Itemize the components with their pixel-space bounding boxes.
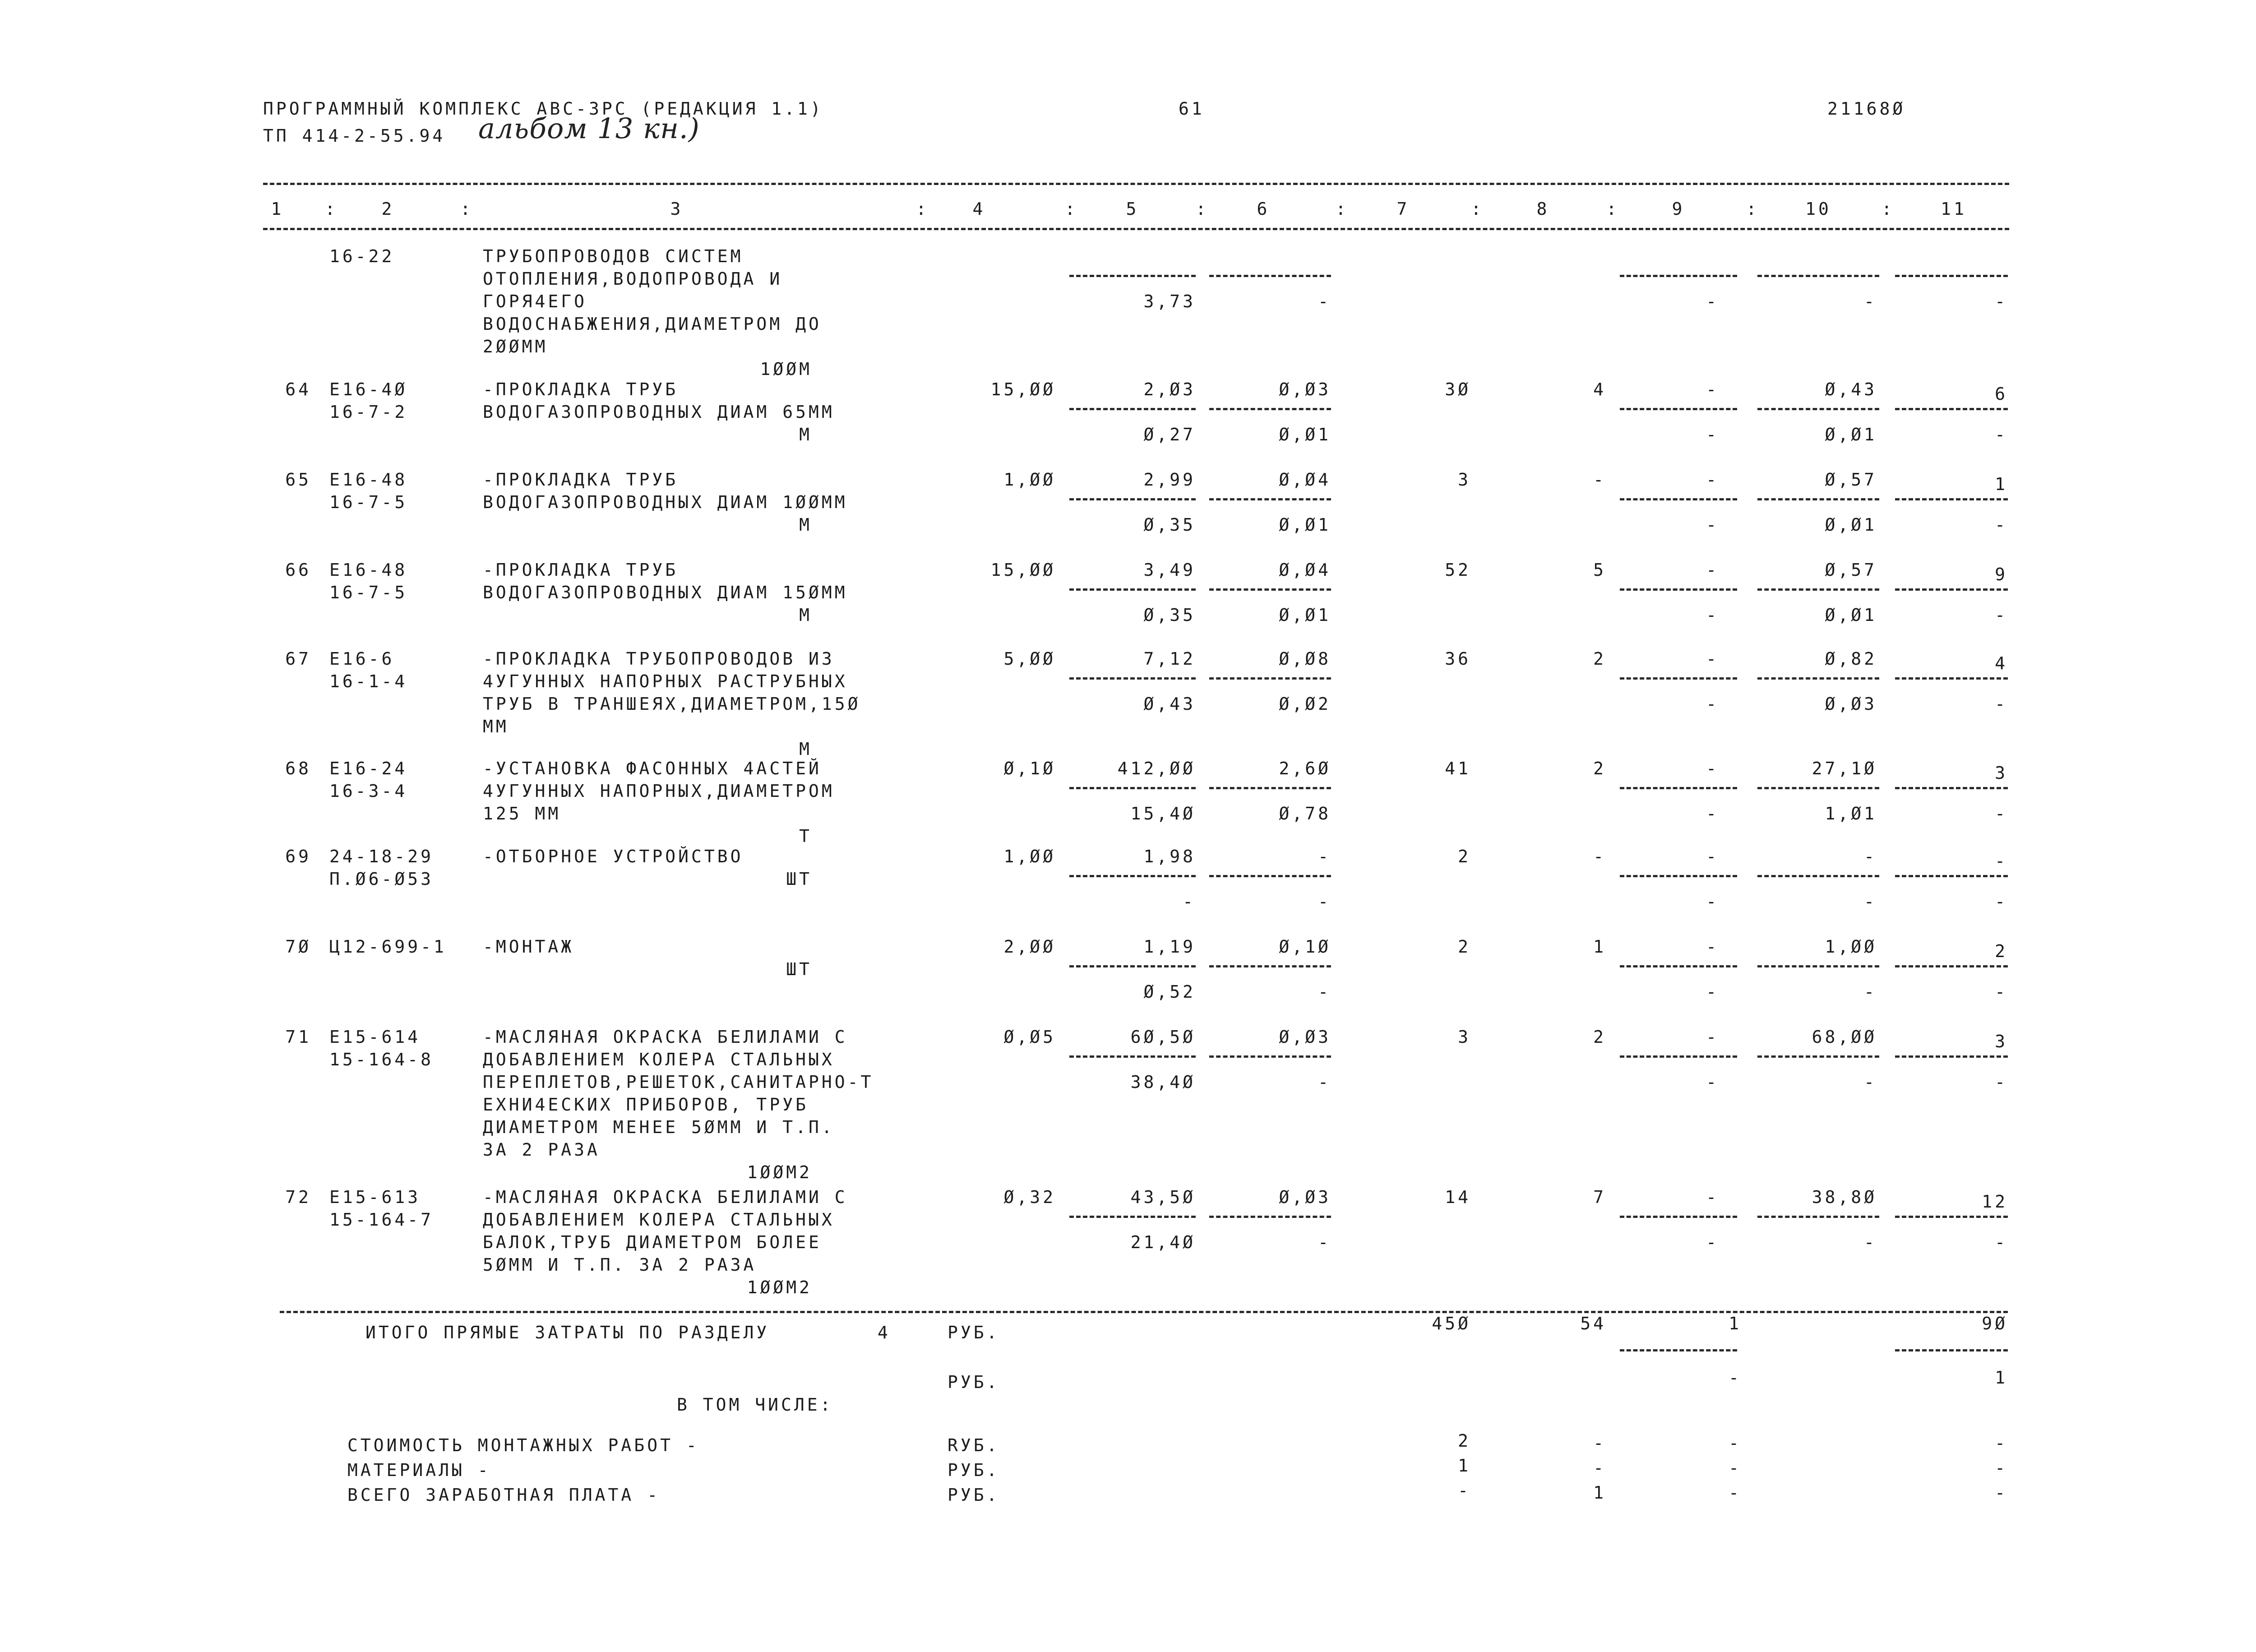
row-col7: 3 bbox=[1458, 1027, 1471, 1047]
row-name-line: -ОТБОРНОЕ УСТРОЙСТВО bbox=[483, 847, 744, 866]
document-number: 21168Ø bbox=[1827, 99, 1906, 119]
row-name-line: ЗА 2 РАЗА bbox=[483, 1140, 600, 1160]
including-item-col9: - bbox=[1729, 1458, 1742, 1478]
row-col11-top: 4 bbox=[1995, 653, 2008, 673]
row-col11-bottom: - bbox=[1995, 982, 2008, 1002]
row-col7: 36 bbox=[1445, 649, 1471, 669]
row-col5-bottom: Ø,27 bbox=[1143, 425, 1196, 444]
row-col10-rule bbox=[1757, 588, 1879, 591]
row-col10-top: 1,ØØ bbox=[1825, 937, 1877, 957]
row-unit: М bbox=[799, 739, 812, 759]
row-code: 16-22 bbox=[329, 246, 395, 266]
row-col9-top: - bbox=[1706, 847, 1719, 866]
row-quantity: 1,ØØ bbox=[1003, 847, 1056, 866]
row-col9-bottom: - bbox=[1706, 515, 1719, 535]
row-col5-bottom: 15,4Ø bbox=[1130, 804, 1196, 824]
column-separator: : bbox=[916, 199, 929, 219]
column-header-5: 5 bbox=[1126, 199, 1139, 219]
row-name-line: 4УГУННЫХ НАПОРНЫХ РАСТРУБНЫХ bbox=[483, 671, 848, 691]
row-col9-top: - bbox=[1706, 1027, 1719, 1047]
row-col6-bottom: - bbox=[1318, 1232, 1331, 1252]
row-code: Е16-6 bbox=[329, 649, 395, 669]
row-name-line: -МАСЛЯНАЯ ОКРАСКА БЕЛИЛАМИ С bbox=[483, 1187, 848, 1207]
including-item-col7: 2 bbox=[1458, 1431, 1471, 1451]
row-col9-bottom: - bbox=[1706, 1232, 1719, 1252]
row-col11-rule bbox=[1895, 677, 2008, 680]
row-col11-rule bbox=[1895, 1055, 2008, 1058]
row-name-line: ДОБАВЛЕНИЕМ КОЛЕРА СТАЛЬНЫХ bbox=[483, 1210, 835, 1230]
row-col5-top: 6Ø,5Ø bbox=[1130, 1027, 1196, 1047]
row-number: 72 bbox=[285, 1187, 311, 1207]
row-col10-rule bbox=[1757, 875, 1879, 877]
column-header-11: 11 bbox=[1941, 199, 1967, 219]
row-col9-top: - bbox=[1706, 379, 1719, 399]
row-col11-bottom: - bbox=[1995, 605, 2008, 625]
handwritten-note: альбом 13 кн.) bbox=[478, 112, 700, 145]
row-col9-top: - bbox=[1706, 1187, 1719, 1207]
project-code: ТП 414-2-55.94 bbox=[263, 126, 446, 146]
column-header-2: 2 bbox=[381, 199, 395, 219]
row-name-line: ВОДОСНАБЖЕНИЯ,ДИАМЕТРОМ ДО bbox=[483, 314, 822, 334]
row-col5-rule bbox=[1069, 1055, 1196, 1058]
row-number: 64 bbox=[285, 379, 311, 399]
including-item-unit: РУБ. bbox=[948, 1485, 1000, 1505]
row-col10-rule bbox=[1757, 677, 1879, 680]
row-code: Е16-48 bbox=[329, 560, 408, 580]
row-code-2: 15-164-7 bbox=[329, 1210, 434, 1230]
row-col5-top: 7,12 bbox=[1143, 649, 1196, 669]
row-col11-rule bbox=[1895, 498, 2008, 500]
row-col5-top: 43,5Ø bbox=[1130, 1187, 1196, 1207]
row-col6-rule bbox=[1209, 498, 1331, 500]
table-header-rule bbox=[263, 228, 2009, 230]
row-col10-rule bbox=[1757, 275, 1879, 277]
row-col5-top: 1,98 bbox=[1143, 847, 1196, 866]
row-quantity: Ø,Ø5 bbox=[1003, 1027, 1056, 1047]
row-col11-rule bbox=[1895, 787, 2008, 789]
row-col8: 5 bbox=[1593, 560, 1606, 580]
row-name-line: ТРУБ В ТРАНШЕЯХ,ДИАМЕТРОМ,15Ø bbox=[483, 694, 861, 714]
row-col9-rule bbox=[1620, 408, 1737, 410]
row-col9-rule bbox=[1620, 588, 1737, 591]
including-item-label: МАТЕРИАЛЫ - bbox=[347, 1460, 491, 1480]
row-col9-rule bbox=[1620, 875, 1737, 877]
row-col6-rule bbox=[1209, 875, 1331, 877]
row-col8: - bbox=[1593, 470, 1606, 490]
row-col9-bottom: - bbox=[1706, 605, 1719, 625]
including-item-col9: - bbox=[1729, 1433, 1742, 1453]
row-col6-rule bbox=[1209, 965, 1331, 967]
row-col6-rule bbox=[1209, 408, 1331, 410]
row-code: Е16-48 bbox=[329, 470, 408, 490]
row-col5-rule bbox=[1069, 408, 1196, 410]
column-header-8: 8 bbox=[1536, 199, 1550, 219]
row-col10-bottom: Ø,Ø1 bbox=[1825, 425, 1877, 444]
row-col6-top: 2,6Ø bbox=[1279, 759, 1331, 778]
row-unit: М bbox=[799, 425, 812, 444]
row-name-line: -ПРОКЛАДКА ТРУБ bbox=[483, 470, 679, 490]
row-quantity: 1,ØØ bbox=[1003, 470, 1056, 490]
row-col9-bottom: - bbox=[1706, 1072, 1719, 1092]
row-name-line: ПЕРЕПЛЕТОВ,РЕШЕТОК,САНИТАРНО-Т bbox=[483, 1072, 874, 1092]
row-col5-bottom: Ø,35 bbox=[1143, 605, 1196, 625]
row-col10-bottom: - bbox=[1864, 1072, 1877, 1092]
row-col6-top: Ø,Ø8 bbox=[1279, 649, 1331, 669]
row-col10-top: Ø,82 bbox=[1825, 649, 1877, 669]
including-item-unit: RУБ. bbox=[948, 1435, 1000, 1455]
row-col11-top: - bbox=[1995, 851, 2008, 871]
including-item-unit: РУБ. bbox=[948, 1460, 1000, 1480]
row-code: Е15-613 bbox=[329, 1187, 421, 1207]
row-col10-bottom: Ø,Ø1 bbox=[1825, 515, 1877, 535]
row-col8: 2 bbox=[1593, 759, 1606, 778]
row-col9-rule bbox=[1620, 1216, 1737, 1218]
column-separator: : bbox=[1471, 199, 1484, 219]
column-separator: : bbox=[1606, 199, 1619, 219]
row-col10-bottom: - bbox=[1864, 892, 1877, 912]
row-name-line: 2ØØММ bbox=[483, 337, 548, 356]
totals-rule bbox=[280, 1311, 2008, 1313]
including-item-col11: - bbox=[1995, 1458, 2008, 1478]
row-col9-top: - bbox=[1706, 560, 1719, 580]
row-col9-rule bbox=[1620, 498, 1737, 500]
row-col6-top: Ø,Ø3 bbox=[1279, 1027, 1331, 1047]
row-col10-bottom: Ø,Ø1 bbox=[1825, 605, 1877, 625]
row-col10-bottom: - bbox=[1864, 1232, 1877, 1252]
totals-col11: 9Ø bbox=[1982, 1314, 2008, 1333]
row-col9-bottom: - bbox=[1706, 425, 1719, 444]
column-header-4: 4 bbox=[972, 199, 986, 219]
column-header-1: 1 bbox=[271, 199, 284, 219]
row-unit: ШТ bbox=[786, 959, 812, 979]
row-col9-top: - bbox=[1706, 470, 1719, 490]
row-number: 65 bbox=[285, 470, 311, 490]
row-code-2: 16-3-4 bbox=[329, 781, 408, 801]
row-col6-bottom: Ø,Ø1 bbox=[1279, 515, 1331, 535]
row-col9-rule bbox=[1620, 787, 1737, 789]
row-col9-bottom: - bbox=[1706, 694, 1719, 714]
row-col9-bottom: - bbox=[1706, 804, 1719, 824]
row-col11-bottom: - bbox=[1995, 892, 2008, 912]
row-name-line: 4УГУННЫХ НАПОРНЫХ,ДИАМЕТРОМ bbox=[483, 781, 835, 801]
program-title: ПРОГРАММНЫЙ КОМПЛЕКС АВС-3РС (РЕДАКЦИЯ 1.1) bbox=[263, 99, 823, 119]
column-separator: : bbox=[325, 199, 338, 219]
row-col5-top: 2,Ø3 bbox=[1143, 379, 1196, 399]
row-name-line: 5ØММ И Т.П. ЗА 2 РАЗА bbox=[483, 1255, 757, 1275]
row-col6-top: Ø,Ø3 bbox=[1279, 1187, 1331, 1207]
column-separator: : bbox=[1065, 199, 1078, 219]
totals-col9: 1 bbox=[1729, 1314, 1742, 1333]
row-number: 68 bbox=[285, 759, 311, 778]
row-col7: 14 bbox=[1445, 1187, 1471, 1207]
totals-col9-b: - bbox=[1729, 1368, 1742, 1388]
row-col11-rule bbox=[1895, 275, 2008, 277]
row-col5-rule bbox=[1069, 787, 1196, 789]
row-unit: 1ØØМ2 bbox=[747, 1162, 812, 1182]
row-number: 66 bbox=[285, 560, 311, 580]
row-col6-top: Ø,Ø4 bbox=[1279, 470, 1331, 490]
row-col6-top: - bbox=[1318, 847, 1331, 866]
row-col11-top: 2 bbox=[1995, 941, 2008, 961]
totals-unit-a: РУБ. bbox=[948, 1323, 1000, 1342]
row-name-line: -ПРОКЛАДКА ТРУБ bbox=[483, 379, 679, 399]
including-item-label: СТОИМОСТЬ МОНТАЖНЫХ РАБОТ - bbox=[347, 1435, 699, 1455]
row-col5-rule bbox=[1069, 677, 1196, 680]
row-quantity: 5,ØØ bbox=[1003, 649, 1056, 669]
row-col7: 2 bbox=[1458, 937, 1471, 957]
row-number: 71 bbox=[285, 1027, 311, 1047]
row-col8: 4 bbox=[1593, 379, 1606, 399]
row-col11-bottom: - bbox=[1995, 515, 2008, 535]
row-code-2: 16-7-5 bbox=[329, 492, 408, 512]
row-col5-rule bbox=[1069, 498, 1196, 500]
row-col11-top: 3 bbox=[1995, 1032, 2008, 1051]
row-name-line: -МОНТАЖ bbox=[483, 937, 574, 957]
row-col10-bottom: Ø,Ø3 bbox=[1825, 694, 1877, 714]
row-name-line: ОТОПЛЕНИЯ,ВОДОПРОВОДА И bbox=[483, 269, 783, 289]
row-name-line: -ПРОКЛАДКА ТРУБ bbox=[483, 560, 679, 580]
row-number: 67 bbox=[285, 649, 311, 669]
row-col7: 2 bbox=[1458, 847, 1471, 866]
row-col10-top: Ø,57 bbox=[1825, 470, 1877, 490]
row-unit: ШТ bbox=[786, 869, 812, 889]
row-col11-rule bbox=[1895, 965, 2008, 967]
row-col6-bottom: Ø,Ø1 bbox=[1279, 605, 1331, 625]
row-col10-rule bbox=[1757, 498, 1879, 500]
row-col10-top: Ø,57 bbox=[1825, 560, 1877, 580]
row-name-line: ВОДОГАЗОПРОВОДНЫХ ДИАМ 65ММ bbox=[483, 402, 835, 422]
row-col10-rule bbox=[1757, 965, 1879, 967]
row-col5-bottom: Ø,43 bbox=[1143, 694, 1196, 714]
row-name-line: ДОБАВЛЕНИЕМ КОЛЕРА СТАЛЬНЫХ bbox=[483, 1050, 835, 1069]
row-col11-bottom: - bbox=[1995, 694, 2008, 714]
row-name-line: ВОДОГАЗОПРОВОДНЫХ ДИАМ 1ØØММ bbox=[483, 492, 848, 512]
row-col10-top: 38,8Ø bbox=[1812, 1187, 1877, 1207]
totals-col11-b: 1 bbox=[1995, 1368, 2008, 1388]
row-col5-top: 1,19 bbox=[1143, 937, 1196, 957]
row-col10-rule bbox=[1757, 1055, 1879, 1058]
row-col11-top: 6 bbox=[1995, 384, 2008, 404]
including-item-col11: - bbox=[1995, 1433, 2008, 1453]
column-header-3: 3 bbox=[670, 199, 684, 219]
row-col9-rule bbox=[1620, 1055, 1737, 1058]
column-header-7: 7 bbox=[1396, 199, 1410, 219]
column-separator: : bbox=[1882, 199, 1895, 219]
row-code: Е16-4Ø bbox=[329, 379, 408, 399]
row-col5-rule bbox=[1069, 588, 1196, 591]
row-col6-bottom: - bbox=[1318, 892, 1331, 912]
row-col11-rule bbox=[1895, 408, 2008, 410]
row-col6-rule bbox=[1209, 1055, 1331, 1058]
row-col9-top: - bbox=[1706, 759, 1719, 778]
row-quantity: Ø,1Ø bbox=[1003, 759, 1056, 778]
row-col9-rule bbox=[1620, 677, 1737, 680]
row-col6-bottom: - bbox=[1318, 1072, 1331, 1092]
row-name-line: ММ bbox=[483, 717, 509, 736]
row-col5-bottom: Ø,52 bbox=[1143, 982, 1196, 1002]
row-col11-rule bbox=[1895, 875, 2008, 877]
row-col6-bottom: Ø,78 bbox=[1279, 804, 1331, 824]
row-col11-rule bbox=[1895, 588, 2008, 591]
row-name-line: БАЛОК,ТРУБ ДИАМЕТРОМ БОЛЕЕ bbox=[483, 1232, 822, 1252]
row-number: 69 bbox=[285, 847, 311, 866]
including-item-col8: 1 bbox=[1593, 1483, 1606, 1503]
row-col10-bottom: - bbox=[1864, 292, 1877, 311]
row-code: 24-18-29 bbox=[329, 847, 434, 866]
row-col7: 52 bbox=[1445, 560, 1471, 580]
row-col10-top: - bbox=[1864, 847, 1877, 866]
row-col7: 41 bbox=[1445, 759, 1471, 778]
column-separator: : bbox=[460, 199, 473, 219]
row-col6-bottom: Ø,Ø2 bbox=[1279, 694, 1331, 714]
row-name-line: -УСТАНОВКА ФАСОННЫХ 4АСТЕЙ bbox=[483, 759, 822, 778]
row-col11-rule bbox=[1895, 1216, 2008, 1218]
row-code-2: 15-164-8 bbox=[329, 1050, 434, 1069]
column-header-6: 6 bbox=[1257, 199, 1270, 219]
row-code-2: 16-7-2 bbox=[329, 402, 408, 422]
row-number: 7Ø bbox=[285, 937, 311, 957]
including-item-col11: - bbox=[1995, 1483, 2008, 1503]
row-col5-top: 3,49 bbox=[1143, 560, 1196, 580]
row-col11-top: 3 bbox=[1995, 763, 2008, 783]
row-unit: 1ØØМ2 bbox=[747, 1277, 812, 1297]
row-code-2: П.Ø6-Ø53 bbox=[329, 869, 434, 889]
row-col8: - bbox=[1593, 847, 1606, 866]
totals-col9-rule bbox=[1620, 1349, 1737, 1351]
row-col11-top: 9 bbox=[1995, 565, 2008, 584]
row-col6-bottom: - bbox=[1318, 982, 1331, 1002]
row-col11-bottom: - bbox=[1995, 804, 2008, 824]
row-name-line: ЕХНИ4ЕСКИХ ПРИБОРОВ, ТРУБ bbox=[483, 1095, 809, 1115]
row-col8: 2 bbox=[1593, 649, 1606, 669]
row-col6-rule bbox=[1209, 677, 1331, 680]
row-quantity: 15,ØØ bbox=[990, 379, 1056, 399]
row-name-line: ВОДОГАЗОПРОВОДНЫХ ДИАМ 15ØММ bbox=[483, 583, 848, 602]
row-col5-top: 2,99 bbox=[1143, 470, 1196, 490]
row-quantity: Ø,32 bbox=[1003, 1187, 1056, 1207]
row-code-2: 16-7-5 bbox=[329, 583, 408, 602]
row-col5-rule bbox=[1069, 875, 1196, 877]
row-col6-rule bbox=[1209, 588, 1331, 591]
row-col8: 7 bbox=[1593, 1187, 1606, 1207]
row-col5-bottom: 21,4Ø bbox=[1130, 1232, 1196, 1252]
row-col9-top: - bbox=[1706, 649, 1719, 669]
row-col10-rule bbox=[1757, 408, 1879, 410]
including-item-col8: - bbox=[1593, 1433, 1606, 1453]
row-col10-top: 27,1Ø bbox=[1812, 759, 1877, 778]
row-col9-bottom: - bbox=[1706, 982, 1719, 1002]
column-separator: : bbox=[1336, 199, 1349, 219]
column-header-9: 9 bbox=[1672, 199, 1685, 219]
column-separator: : bbox=[1746, 199, 1759, 219]
row-col5-bottom: Ø,35 bbox=[1143, 515, 1196, 535]
row-col9-bottom: - bbox=[1706, 892, 1719, 912]
including-item-col7: - bbox=[1458, 1481, 1471, 1500]
totals-col7: 45Ø bbox=[1432, 1314, 1471, 1333]
row-col7: 3Ø bbox=[1445, 379, 1471, 399]
row-code: Е16-24 bbox=[329, 759, 408, 778]
row-name-line: -ПРОКЛАДКА ТРУБОПРОВОДОВ ИЗ bbox=[483, 649, 835, 669]
row-code: Е15-614 bbox=[329, 1027, 421, 1047]
row-col5-bottom: 38,4Ø bbox=[1130, 1072, 1196, 1092]
row-col6-rule bbox=[1209, 1216, 1331, 1218]
row-col6-bottom: Ø,Ø1 bbox=[1279, 425, 1331, 444]
column-separator: : bbox=[1196, 199, 1209, 219]
row-col10-bottom: 1,Ø1 bbox=[1825, 804, 1877, 824]
row-col11-bottom: - bbox=[1995, 1232, 2008, 1252]
row-col11-bottom: - bbox=[1995, 292, 2008, 311]
totals-label: ИТОГО ПРЯМЫЕ ЗАТРАТЫ ПО РАЗДЕЛУ bbox=[365, 1323, 770, 1342]
row-col5-top: 412,ØØ bbox=[1117, 759, 1196, 778]
row-unit: Т bbox=[799, 826, 812, 846]
row-col11-top: 12 bbox=[1982, 1192, 2008, 1212]
including-item-col8: - bbox=[1593, 1458, 1606, 1478]
including-item-label: ВСЕГО ЗАРАБОТНАЯ ПЛАТА - bbox=[347, 1485, 661, 1505]
row-col9-bottom: - bbox=[1706, 292, 1719, 311]
row-col8: 2 bbox=[1593, 1027, 1606, 1047]
row-unit: 1ØØМ bbox=[760, 359, 812, 379]
row-col10-bottom: - bbox=[1864, 982, 1877, 1002]
row-name-line: ГОРЯ4ЕГО bbox=[483, 292, 587, 311]
row-col6-rule bbox=[1209, 787, 1331, 789]
column-header-10: 10 bbox=[1805, 199, 1831, 219]
row-col9-rule bbox=[1620, 965, 1737, 967]
row-col6-top: Ø,Ø4 bbox=[1279, 560, 1331, 580]
row-col9-rule bbox=[1620, 275, 1737, 277]
row-col8: 1 bbox=[1593, 937, 1606, 957]
including-item-col9: - bbox=[1729, 1483, 1742, 1503]
row-col7: 3 bbox=[1458, 470, 1471, 490]
including-label: В ТОМ ЧИСЛЕ: bbox=[677, 1395, 833, 1415]
row-col6-rule bbox=[1209, 275, 1331, 277]
row-col11-bottom: - bbox=[1995, 1072, 2008, 1092]
row-code: Ц12-699-1 bbox=[329, 937, 447, 957]
row-code-2: 16-1-4 bbox=[329, 671, 408, 691]
row-col5-bottom: 3,73 bbox=[1143, 292, 1196, 311]
page-number: 61 bbox=[1179, 99, 1205, 119]
row-unit: М bbox=[799, 605, 812, 625]
row-name-line: -МАСЛЯНАЯ ОКРАСКА БЕЛИЛАМИ С bbox=[483, 1027, 848, 1047]
row-col11-bottom: - bbox=[1995, 425, 2008, 444]
row-unit: М bbox=[799, 515, 812, 535]
row-col6-bottom: - bbox=[1318, 292, 1331, 311]
row-name-line: ДИАМЕТРОМ МЕНЕЕ 5ØММ И Т.П. bbox=[483, 1117, 835, 1137]
table-top-rule bbox=[263, 183, 2009, 185]
row-col5-rule bbox=[1069, 275, 1196, 277]
row-col6-top: Ø,Ø3 bbox=[1279, 379, 1331, 399]
row-col10-top: Ø,43 bbox=[1825, 379, 1877, 399]
row-quantity: 2,ØØ bbox=[1003, 937, 1056, 957]
row-col9-top: - bbox=[1706, 937, 1719, 957]
row-name-line: 125 ММ bbox=[483, 804, 561, 824]
row-col5-rule bbox=[1069, 965, 1196, 967]
row-name-line: ТРУБОПРОВОДОВ СИСТЕМ bbox=[483, 246, 744, 266]
row-col10-top: 68,ØØ bbox=[1812, 1027, 1877, 1047]
totals-col8: 54 bbox=[1580, 1314, 1606, 1333]
row-col5-bottom: - bbox=[1183, 892, 1196, 912]
row-col10-rule bbox=[1757, 1216, 1879, 1218]
totals-unit-b: РУБ. bbox=[948, 1372, 1000, 1392]
row-col5-rule bbox=[1069, 1216, 1196, 1218]
row-quantity: 15,ØØ bbox=[990, 560, 1056, 580]
totals-col11-rule bbox=[1895, 1349, 2008, 1351]
including-item-col7: 1 bbox=[1458, 1456, 1471, 1476]
row-col6-top: Ø,1Ø bbox=[1279, 937, 1331, 957]
totals-section: 4 bbox=[878, 1323, 891, 1342]
row-col11-top: 1 bbox=[1995, 474, 2008, 494]
row-col10-rule bbox=[1757, 787, 1879, 789]
